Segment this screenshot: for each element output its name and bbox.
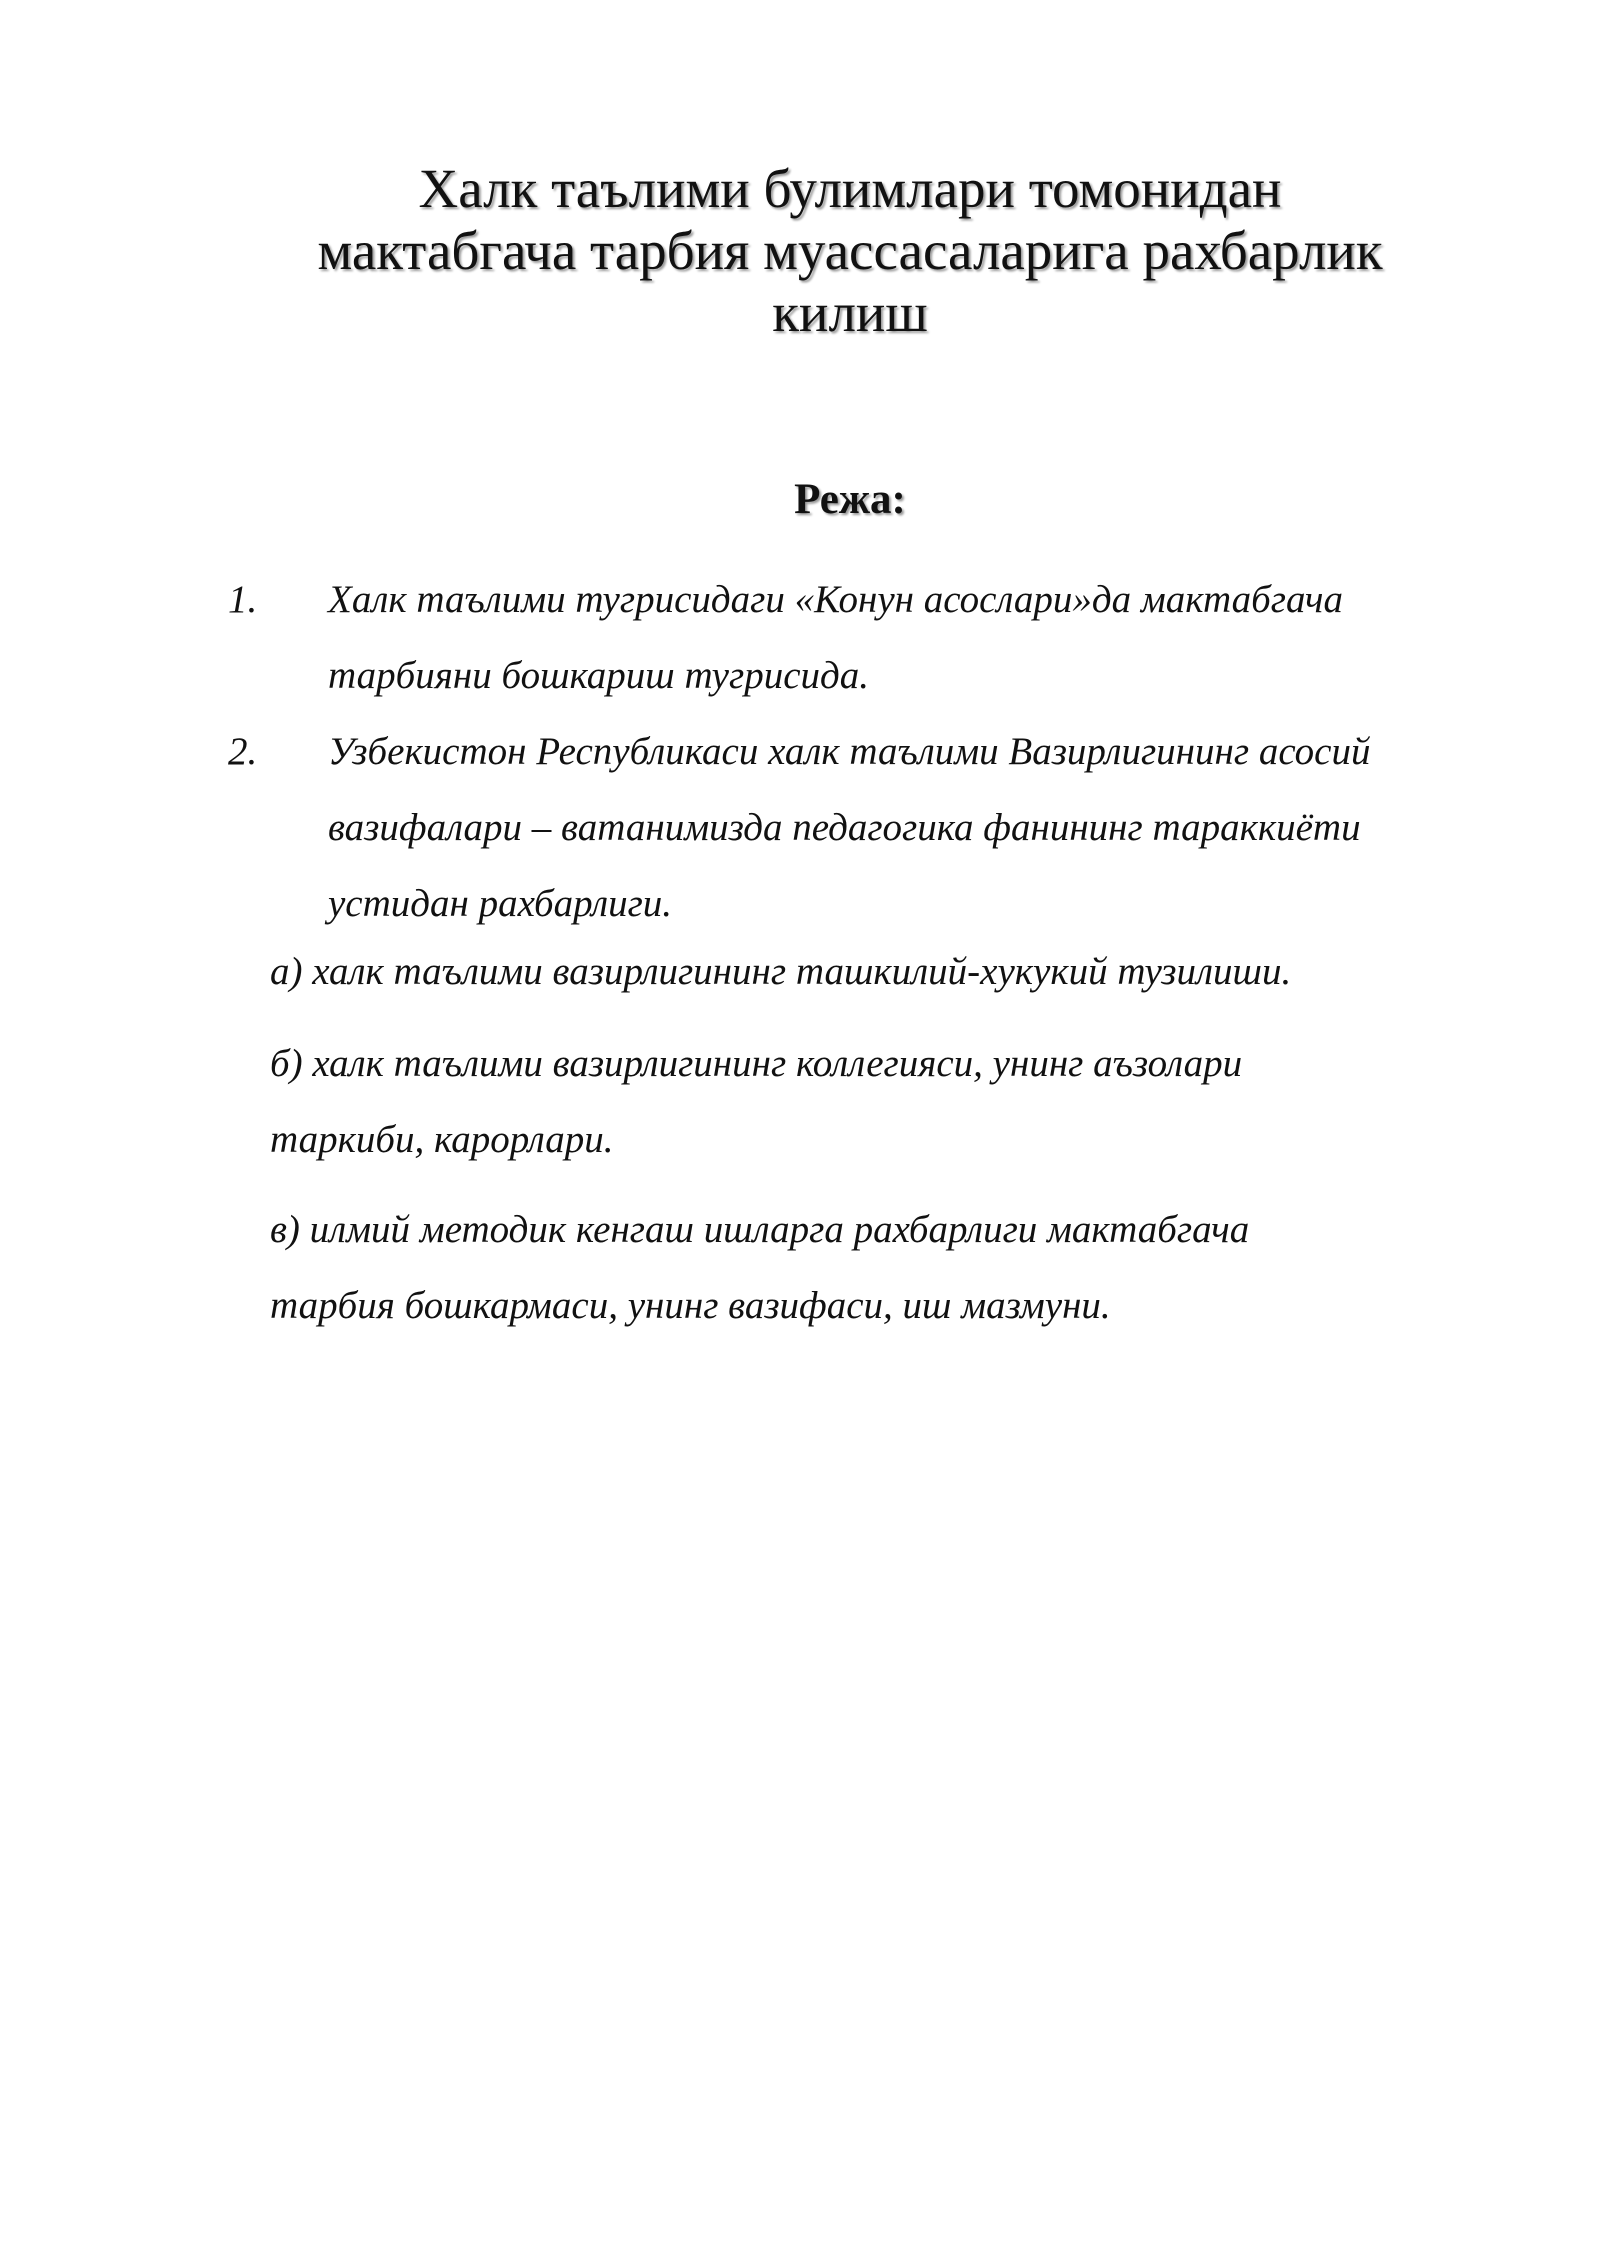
list-item-line: Узбекистон Республикаси халк таълими Вазирлигининг асосий [328,730,1371,773]
sub-item [270,934,1520,1010]
sub-item [270,1192,1520,1344]
list-item [328,562,1528,714]
title-line: килиш [772,282,928,343]
list-item [328,714,1528,942]
title-line: мактабгача тарбия муассасаларига рахбарлик [317,220,1383,281]
list-item-line: Халк таълими тугрисидаги «Конун асослари»да мактабгача [328,578,1344,621]
list-item-number: 2. [228,730,258,773]
list-item-number: 1. [228,578,258,621]
list-item-line: вазифалари – ватанимизда педагогика фанининг тараккиёти [328,806,1361,849]
sub-item-line: в) илмий методик кенгаш ишларга рахбарлиги мактабгача [270,1208,1250,1251]
sub-item-line: тарбия бошкармаси, унинг вазифаси, иш мазмуни. [270,1284,1111,1327]
list-item-line: устидан рахбарлиги. [328,882,673,925]
plan-heading: Режа: [794,476,906,523]
sub-item [270,1026,1520,1178]
document-title [250,158,1450,344]
list-item-line: тарбияни бошкариш тугрисида. [328,654,869,697]
title-line: Халк таълими булимлари томонидан [418,158,1282,219]
sub-item-line: таркиби, карорлари. [270,1118,614,1161]
sub-item-line: а) халк таълими вазирлигининг ташкилий-хукукий тузилиши. [270,950,1292,993]
sub-item-line: б) халк таълими вазирлигининг коллегияси, унинг аъзолари [270,1042,1243,1085]
